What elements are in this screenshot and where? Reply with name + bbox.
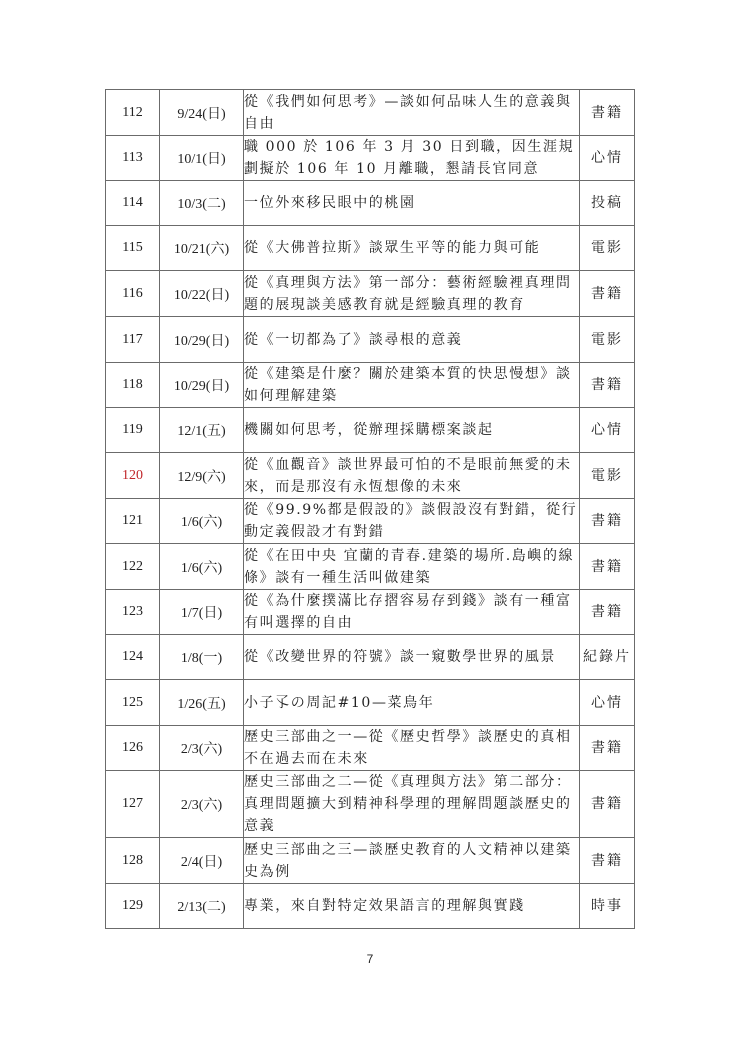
entry-category: 書籍 — [580, 544, 635, 590]
table-row — [106, 453, 635, 499]
article-log-table — [105, 89, 635, 929]
entry-date: 10/29(日) — [160, 317, 244, 363]
entry-title: 從《99.9%都是假設的》談假設沒有對錯，從行動定義假設才有對錯 — [244, 499, 580, 544]
entry-category: 心情 — [580, 408, 635, 453]
entry-title: 從《大佛普拉斯》談眾生平等的能力與可能 — [244, 226, 580, 271]
entry-category: 書籍 — [580, 271, 635, 317]
entry-date: 1/7(日) — [160, 590, 244, 635]
entry-category: 書籍 — [580, 771, 635, 838]
entry-title: 專業，來自對特定效果語言的理解與實踐 — [244, 884, 580, 929]
table-row — [106, 226, 635, 271]
entry-number: 126 — [106, 726, 160, 771]
entry-title: 小子孓の周記#10—菜鳥年 — [244, 680, 580, 726]
entry-category: 書籍 — [580, 838, 635, 884]
entry-title: 歷史三部曲之一—從《歷史哲學》談歷史的真相不在過去而在未來 — [244, 726, 580, 771]
entry-category: 心情 — [580, 680, 635, 726]
table-row — [106, 590, 635, 635]
entry-title: 歷史三部曲之三—談歷史教育的人文精神以建築史為例 — [244, 838, 580, 884]
entry-number: 129 — [106, 884, 160, 929]
entry-category: 書籍 — [580, 499, 635, 544]
entry-number: 121 — [106, 499, 160, 544]
table-row — [106, 499, 635, 544]
table-row — [106, 544, 635, 590]
table-row — [106, 726, 635, 771]
entry-date: 12/1(五) — [160, 408, 244, 453]
entry-title: 從《血觀音》談世界最可怕的不是眼前無愛的未來，而是那沒有永恆想像的未來 — [244, 453, 580, 499]
entry-date: 2/3(六) — [160, 771, 244, 838]
entry-date: 9/24(日) — [160, 90, 244, 136]
page-number: 7 — [366, 952, 374, 966]
table-row — [106, 271, 635, 317]
entry-title: 從《一切都為了》談尋根的意義 — [244, 317, 580, 363]
entry-date: 2/3(六) — [160, 726, 244, 771]
entry-title: 從《我們如何思考》—談如何品味人生的意義與自由 — [244, 90, 580, 136]
table-row — [106, 408, 635, 453]
table-row — [106, 680, 635, 726]
table-body — [106, 90, 635, 929]
entry-category: 電影 — [580, 317, 635, 363]
entry-number: 113 — [106, 136, 160, 181]
entry-number: 123 — [106, 590, 160, 635]
entry-category: 電影 — [580, 453, 635, 499]
table-row — [106, 838, 635, 884]
entry-category: 書籍 — [580, 726, 635, 771]
entry-date: 12/9(六) — [160, 453, 244, 499]
entry-number: 119 — [106, 408, 160, 453]
entry-number: 116 — [106, 271, 160, 317]
entry-date: 2/13(二) — [160, 884, 244, 929]
entry-category: 心情 — [580, 136, 635, 181]
entry-title: 從《改變世界的符號》談一窺數學世界的風景 — [244, 635, 580, 680]
entry-number: 125 — [106, 680, 160, 726]
entry-category: 書籍 — [580, 90, 635, 136]
table-row — [106, 317, 635, 363]
entry-category: 紀錄片 — [580, 635, 635, 680]
entry-category: 時事 — [580, 884, 635, 929]
entry-date: 1/6(六) — [160, 499, 244, 544]
entry-date: 1/6(六) — [160, 544, 244, 590]
entry-number: 118 — [106, 363, 160, 408]
entry-category: 書籍 — [580, 363, 635, 408]
entry-date: 2/4(日) — [160, 838, 244, 884]
entry-title: 機關如何思考，從辦理採購標案談起 — [244, 408, 580, 453]
entry-title: 一位外來移民眼中的桃園 — [244, 181, 580, 226]
table-row — [106, 363, 635, 408]
entry-category: 投稿 — [580, 181, 635, 226]
entry-date: 10/1(日) — [160, 136, 244, 181]
table-row — [106, 771, 635, 838]
entry-number: 117 — [106, 317, 160, 363]
entry-category: 書籍 — [580, 590, 635, 635]
entry-title: 歷史三部曲之二—從《真理與方法》第二部分：真理問題擴大到精神科學理的理解問題談歷史的意義 — [244, 771, 580, 838]
entry-number: 112 — [106, 90, 160, 136]
table-row — [106, 635, 635, 680]
entry-date: 10/21(六) — [160, 226, 244, 271]
table-row — [106, 181, 635, 226]
table-row — [106, 884, 635, 929]
entry-number: 128 — [106, 838, 160, 884]
entry-date: 10/22(日) — [160, 271, 244, 317]
entry-number: 124 — [106, 635, 160, 680]
table-row — [106, 90, 635, 136]
entry-number: 122 — [106, 544, 160, 590]
entry-title: 從《建築是什麼？關於建築本質的快思慢想》談如何理解建築 — [244, 363, 580, 408]
entry-number: 115 — [106, 226, 160, 271]
entry-number: 120 — [106, 453, 160, 499]
entry-number: 127 — [106, 771, 160, 838]
entry-title: 從《在田中央 宜蘭的青春.建築的場所.島嶼的線條》談有一種生活叫做建築 — [244, 544, 580, 590]
entry-date: 10/3(二) — [160, 181, 244, 226]
entry-title: 從《真理與方法》第一部分：藝術經驗裡真理問題的展現談美感教育就是經驗真理的教育 — [244, 271, 580, 317]
entry-date: 1/26(五) — [160, 680, 244, 726]
entry-title: 從《為什麼撲滿比存摺容易存到錢》談有一種富有叫選擇的自由 — [244, 590, 580, 635]
entry-date: 1/8(一) — [160, 635, 244, 680]
table-row — [106, 136, 635, 181]
entry-title: 職 000 於 106 年 3 月 30 日到職，因生涯規劃擬於 106 年 10 月離職，懇請長官同意 — [244, 136, 580, 181]
entry-category: 電影 — [580, 226, 635, 271]
entry-number: 114 — [106, 181, 160, 226]
entry-date: 10/29(日) — [160, 363, 244, 408]
